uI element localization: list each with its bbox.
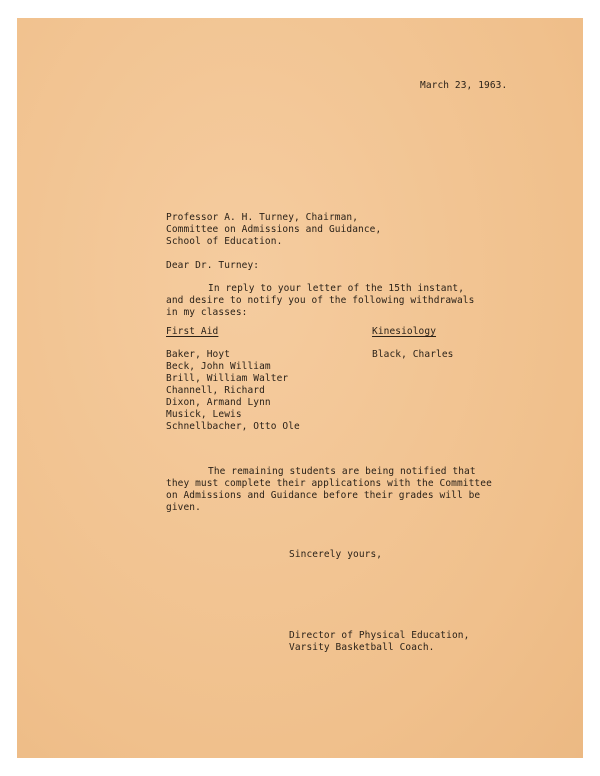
letter-date: March 23, 1963.: [420, 80, 508, 91]
first-aid-student: Beck, John William: [166, 361, 271, 372]
first-aid-student: Schnellbacher, Otto Ole: [166, 421, 300, 432]
first-aid-student: Baker, Hoyt: [166, 349, 231, 360]
salutation: Dear Dr. Turney:: [166, 260, 260, 271]
intro-line-1: In reply to your letter of the 15th instant,: [208, 283, 465, 294]
first-aid-student: Dixon, Armand Lynn: [166, 397, 271, 408]
intro-line-2: and desire to notify you of the following withdrawals: [166, 295, 475, 306]
signature-title-line-2: Varsity Basketball Coach.: [289, 642, 435, 653]
intro-line-3: in my classes:: [166, 307, 248, 318]
first-aid-student: Musick, Lewis: [166, 409, 242, 420]
addressee-line-2: Committee on Admissions and Guidance,: [166, 224, 382, 235]
addressee-line-1: Professor A. H. Turney, Chairman,: [166, 212, 359, 223]
closing-line-3: on Admissions and Guidance before their grades will be: [166, 490, 481, 501]
first-aid-heading: First Aid: [166, 326, 219, 337]
addressee-line-3: School of Education.: [166, 236, 283, 247]
kinesiology-student: Black, Charles: [372, 349, 454, 360]
sign-off: Sincerely yours,: [289, 549, 383, 560]
kinesiology-heading: Kinesiology: [372, 326, 437, 337]
closing-line-4: given.: [166, 502, 201, 513]
first-aid-student: Brill, William Walter: [166, 373, 289, 384]
closing-line-1: The remaining students are being notified that: [208, 466, 476, 477]
closing-line-2: they must complete their applications with the Committee: [166, 478, 492, 489]
signature-title-line-1: Director of Physical Education,: [289, 630, 470, 641]
first-aid-student: Channell, Richard: [166, 385, 265, 396]
